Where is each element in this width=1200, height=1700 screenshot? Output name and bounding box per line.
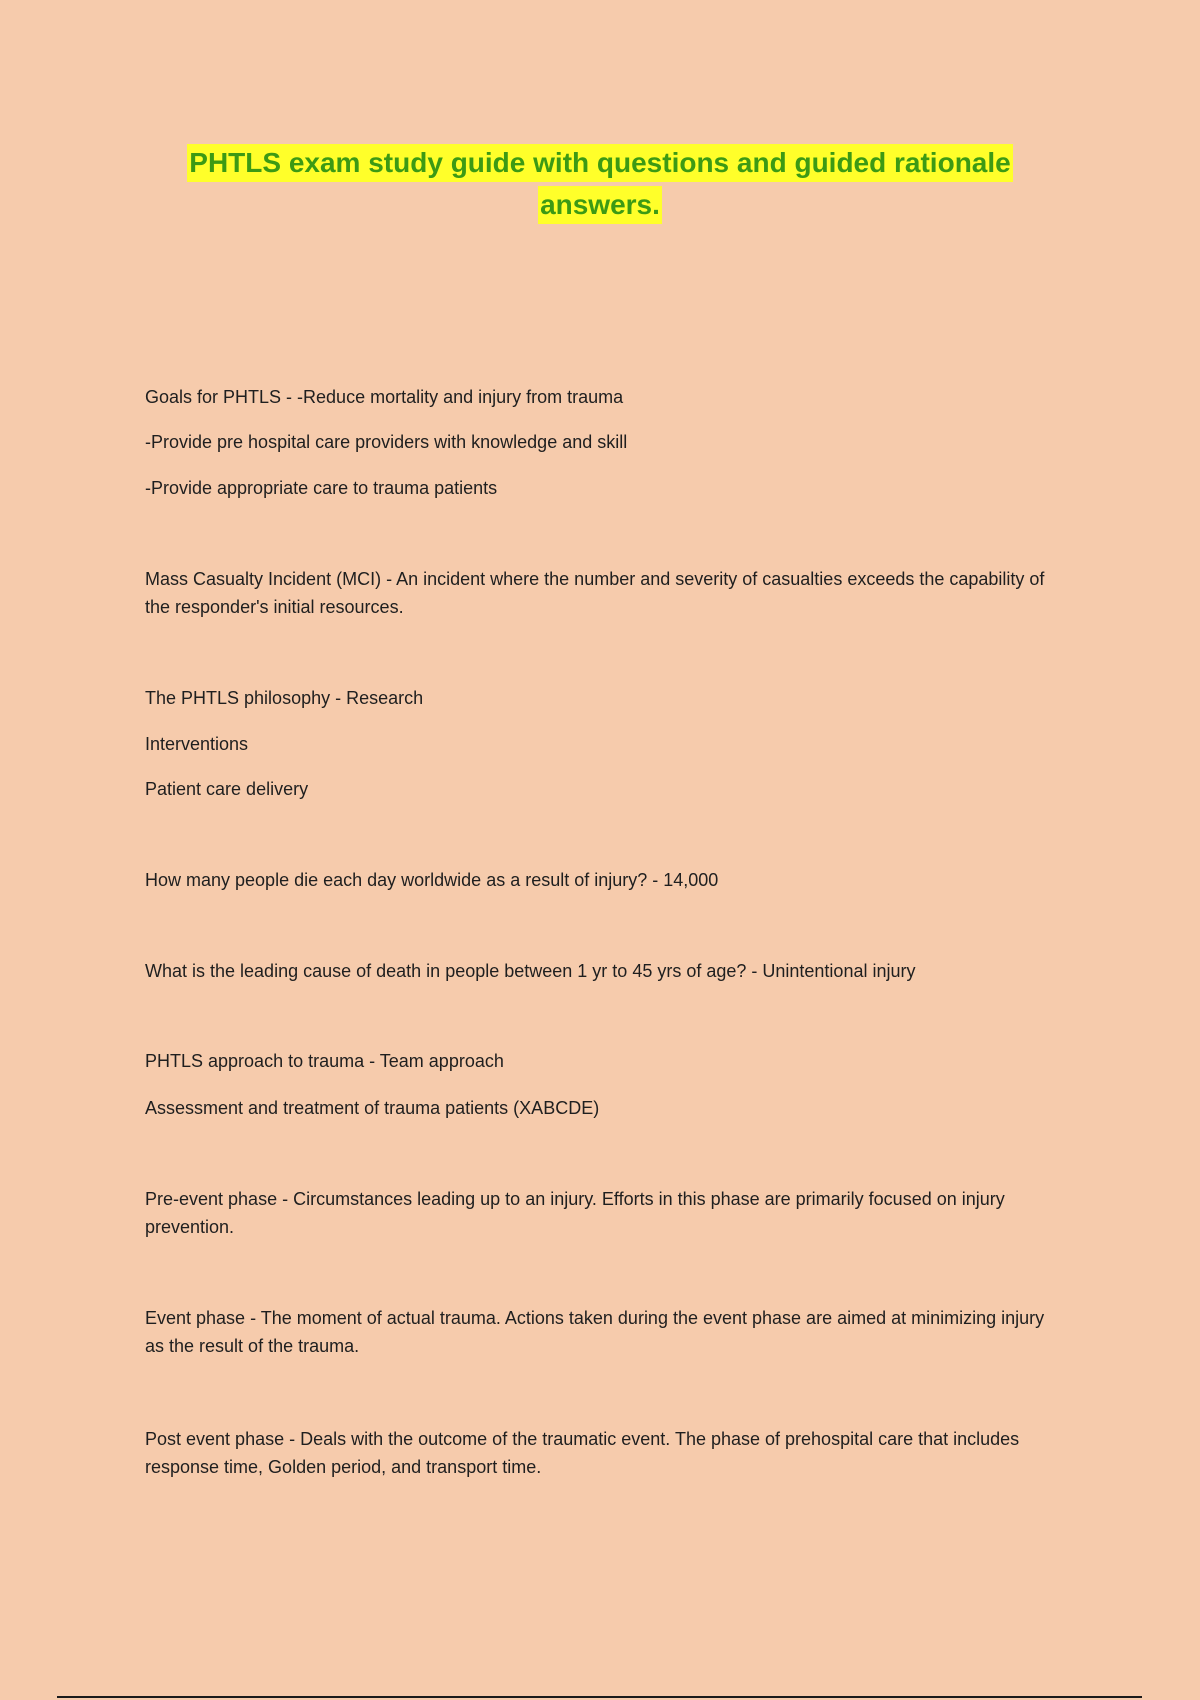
deaths-question: How many people die each day worldwide as a result of injury? - 14,000: [145, 870, 719, 890]
goals-item-3: -Provide appropriate care to trauma patients: [145, 478, 498, 498]
goals-definition: Goals for PHTLS - -Reduce mortality and injury from trauma: [145, 387, 624, 407]
post-event-definition: Post event phase - Deals with the outcome of the traumatic event. The phase of prehospital care that includes response time, Golden period, and transport time.: [145, 1429, 1020, 1477]
approach-item-2: Assessment and treatment of trauma patients (XABCDE): [145, 1098, 600, 1118]
goals-item-2: -Provide pre hospital care providers with knowledge and skill: [145, 432, 628, 452]
pre-event-definition: Pre-event phase - Circumstances leading up to an injury. Efforts in this phase are primarily focused on injury prevention.: [145, 1189, 1005, 1237]
document-title: [0, 144, 1200, 224]
philosophy-item-3: Patient care delivery: [145, 779, 309, 799]
leading-cause-question: What is the leading cause of death in people between 1 yr to 45 yrs of age? - Unintentional injury: [145, 961, 916, 981]
philosophy-item-2: Interventions: [145, 734, 249, 754]
philosophy-definition: The PHTLS philosophy - Research: [145, 688, 424, 708]
mci-definition: Mass Casualty Incident (MCI) - An incident where the number and severity of casualties exceeds the capability of the responder's initial resources.: [145, 569, 1045, 617]
event-phase-definition: Event phase - The moment of actual trauma. Actions taken during the event phase are aimed at minimizing injury as the result of the trauma.: [145, 1308, 1045, 1356]
title-line-1: PHTLS exam study guide with questions and guided rationale: [187, 144, 1012, 182]
approach-definition: PHTLS approach to trauma - Team approach: [145, 1051, 504, 1071]
title-line-2: answers.: [538, 186, 662, 224]
page-bottom-rule: [57, 1696, 1142, 1698]
